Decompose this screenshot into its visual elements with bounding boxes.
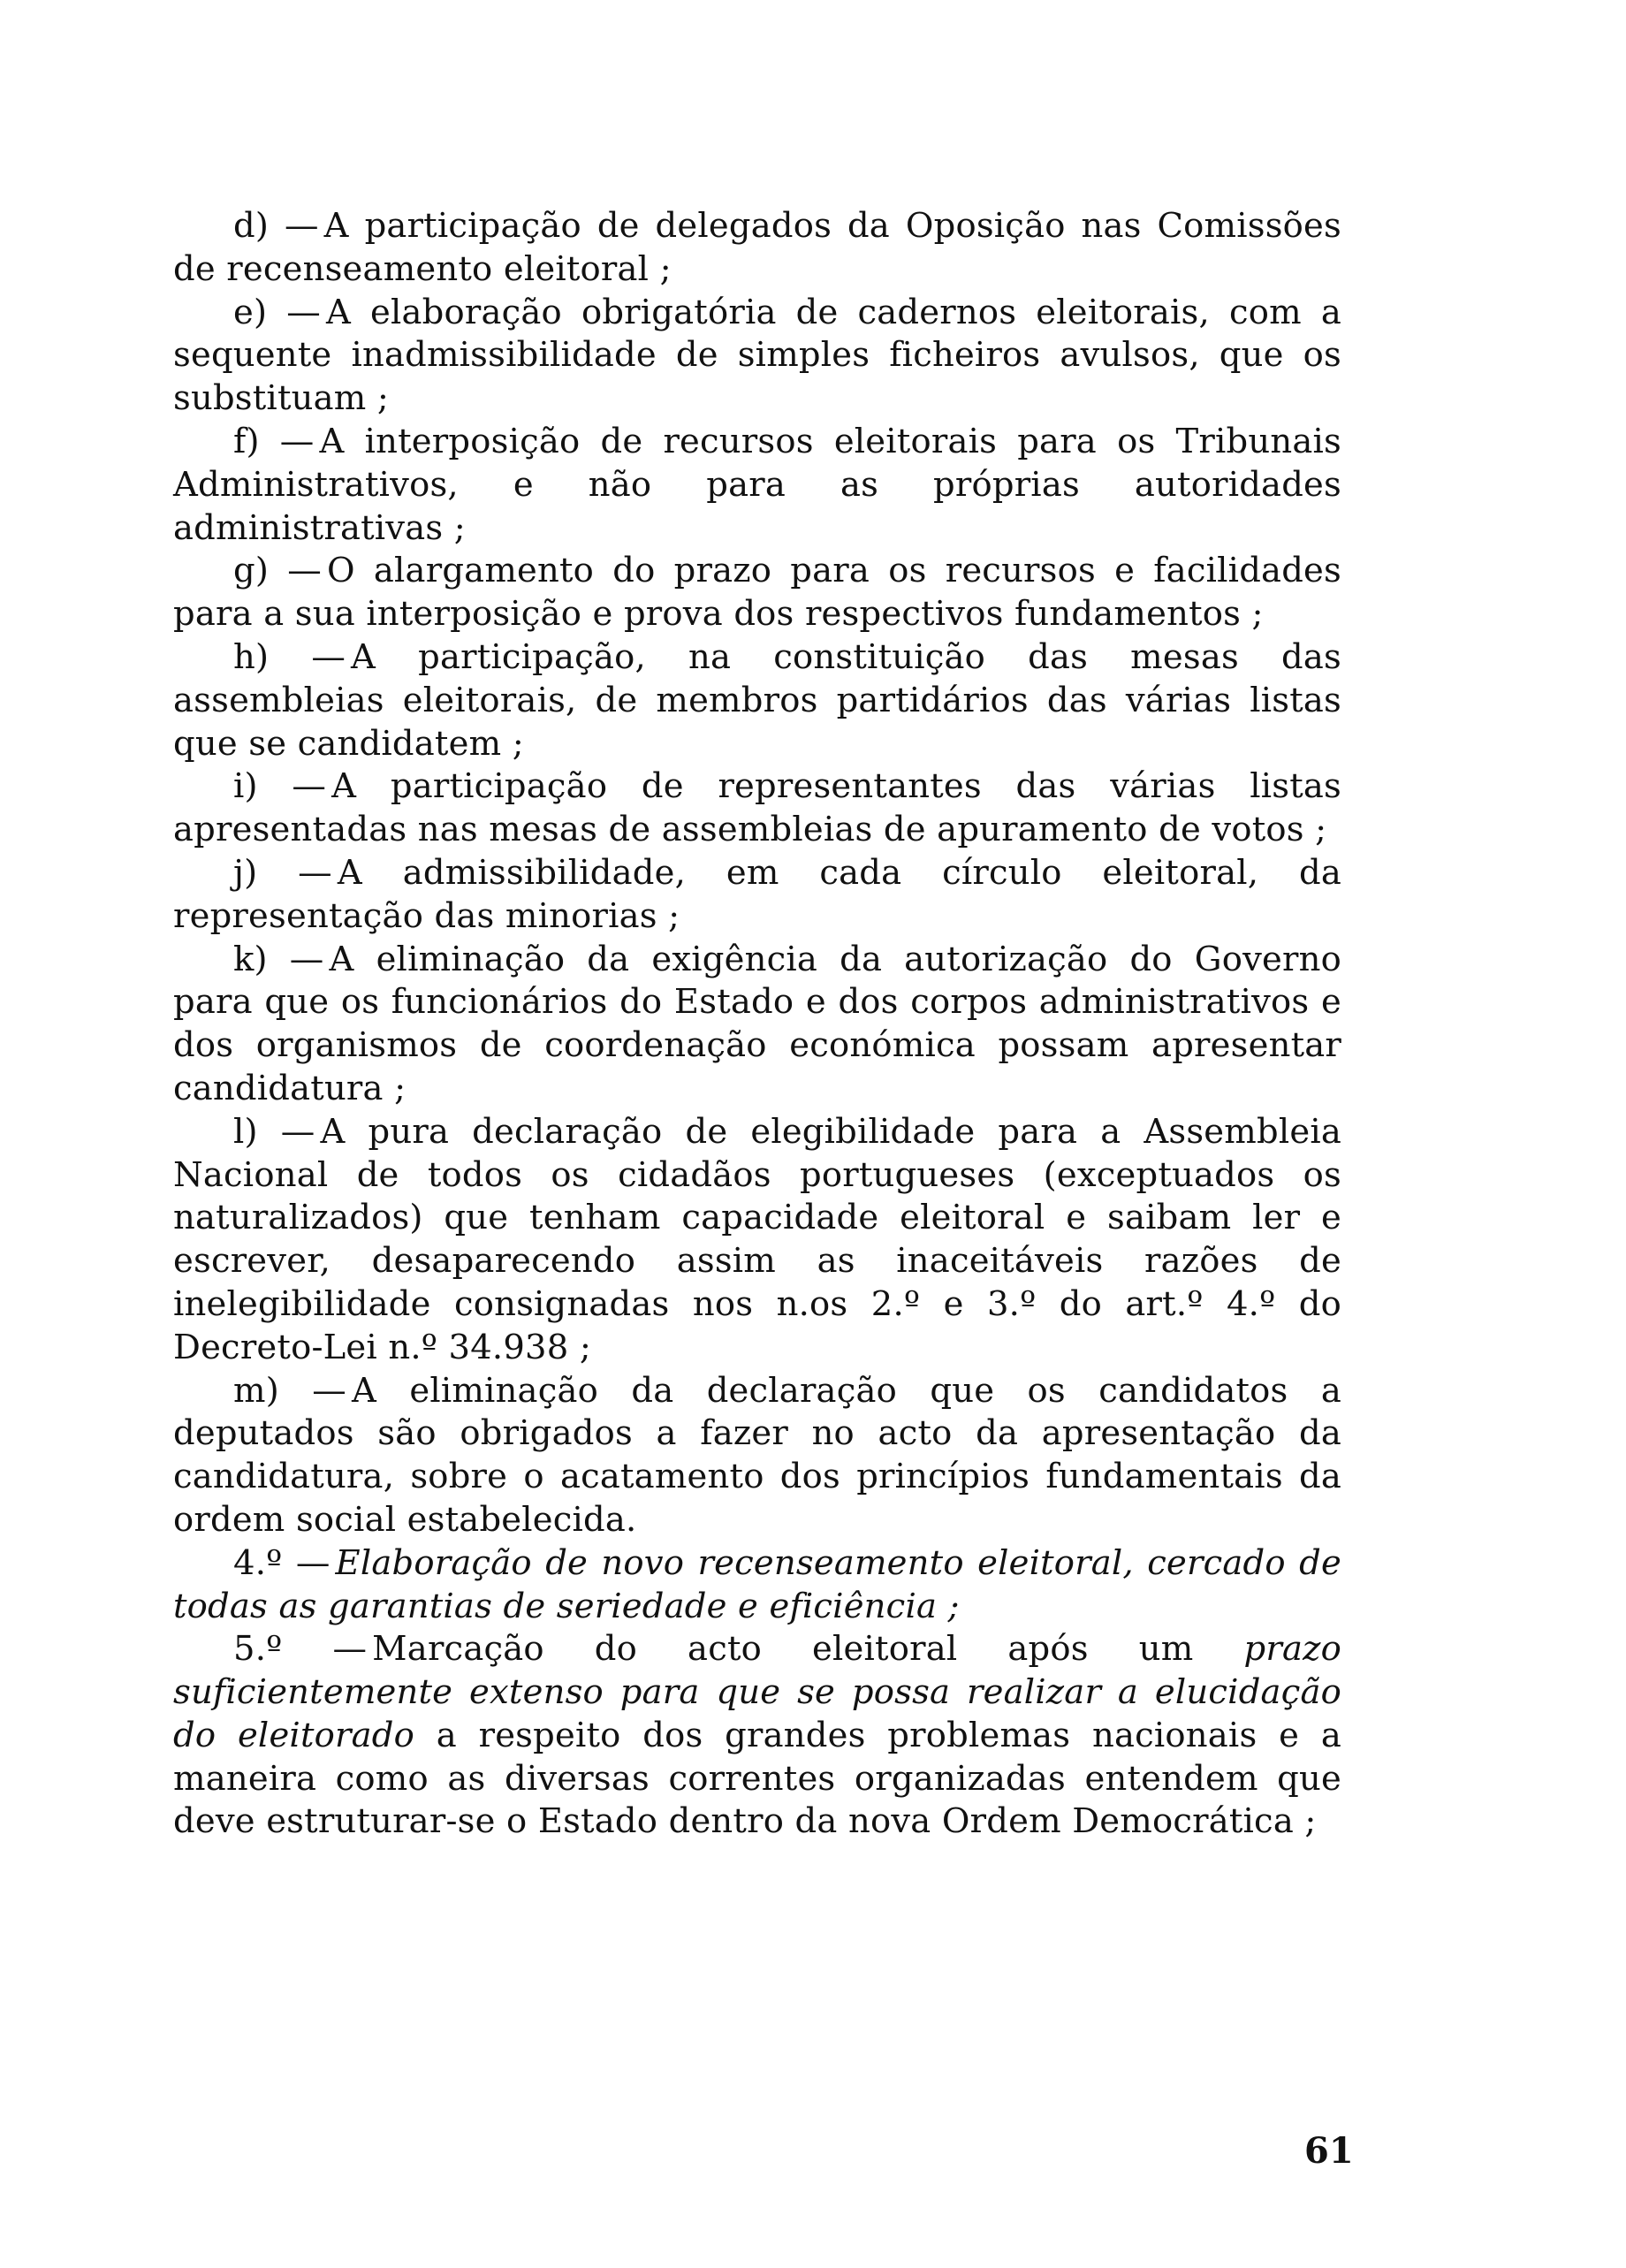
item-text: A participação, na constituição das mesas das assembleias eleitorais, de membros partidários das várias listas que se candidatem ; bbox=[173, 636, 1341, 764]
page-number: 61 bbox=[1304, 2130, 1354, 2172]
item-label: j) — bbox=[233, 852, 332, 893]
item-m bbox=[173, 1370, 1341, 1542]
item-l bbox=[173, 1111, 1341, 1370]
item-k bbox=[173, 939, 1341, 1111]
item-text: A pura declaração de elegibilidade para a Assembleia Nacional de todos os cidadãos portugueses (exceptuados os naturalizados) que tenham capacidade eleitoral e saibam ler e escrever, desaparecendo assim as inaceitáveis razões de inelegibilidade consignadas nos n.os 2.º e 3.º do art.º 4.º do Decreto-Lei n.º 34.938 ; bbox=[173, 1111, 1342, 1367]
point-label: 4.º — bbox=[233, 1542, 331, 1583]
point-text: Elaboração de novo recenseamento eleitoral, cercado de todas as garantias de seriedade e eficiência ; bbox=[173, 1542, 1341, 1626]
item-label: i) — bbox=[233, 766, 327, 807]
item-text: A eliminação da declaração que os candidatos a deputados são obrigados a fazer no acto da apresentação da candidatura, sobre o acatamento dos princípios fundamentais da ordem social estabelecida. bbox=[173, 1370, 1341, 1540]
item-label: l) — bbox=[233, 1111, 315, 1152]
item-text: A participação de representantes das várias listas apresentadas nas mesas de assembleias de apuramento de votos ; bbox=[173, 766, 1341, 850]
item-label: h) — bbox=[233, 636, 346, 677]
item-text: A admissibilidade, em cada círculo eleitoral, da representação das minorias ; bbox=[173, 852, 1341, 936]
point-text-italic: prazo suficientemente extenso para que se possa realizar a elucidação do eleitorado bbox=[173, 1629, 1341, 1755]
item-f bbox=[173, 421, 1341, 550]
item-label: g) — bbox=[233, 551, 322, 591]
item-e bbox=[173, 292, 1341, 421]
point-label: 5.º — bbox=[233, 1629, 368, 1670]
item-label: k) — bbox=[233, 939, 324, 979]
item-text: A participação de delegados da Oposição nas Comissões de recenseamento eleitoral ; bbox=[173, 206, 1341, 289]
item-text: A elaboração obrigatória de cadernos eleitorais, com a sequente inadmissibilidade de simples ficheiros avulsos, que os substituam ; bbox=[173, 292, 1342, 419]
item-label: d) — bbox=[233, 206, 319, 246]
item-text: A eliminação da exigência da autorização do Governo para que os funcionários do Estado e dos corpos administrativos e dos organismos de coordenação económica possam apresentar candidatura ; bbox=[173, 939, 1341, 1108]
item-text: O alargamento do prazo para os recursos e facilidades para a sua interposição e prova dos respectivos fundamentos ; bbox=[173, 551, 1341, 635]
item-g bbox=[173, 550, 1341, 636]
item-h bbox=[173, 636, 1341, 765]
item-i bbox=[173, 765, 1341, 852]
item-label: f) — bbox=[233, 421, 315, 461]
body-text bbox=[173, 205, 1341, 1844]
point-text-end: a respeito dos grandes problemas nacionais e a maneira como as diversas correntes organizadas entendem que deve estruturar-se o Estado dentro da nova Ordem Democrática ; bbox=[173, 1715, 1341, 1842]
item-text: A interposição de recursos eleitorais para os Tribunais Administrativos, e não para as próprias autoridades administrativas ; bbox=[173, 421, 1341, 548]
point-4 bbox=[173, 1542, 1341, 1629]
item-label: m) — bbox=[233, 1370, 346, 1411]
point-text-regular: Marcação do acto eleitoral após um bbox=[372, 1629, 1194, 1670]
item-j bbox=[173, 852, 1341, 939]
point-5 bbox=[173, 1628, 1341, 1844]
item-d bbox=[173, 205, 1341, 292]
item-label: e) — bbox=[233, 292, 321, 332]
